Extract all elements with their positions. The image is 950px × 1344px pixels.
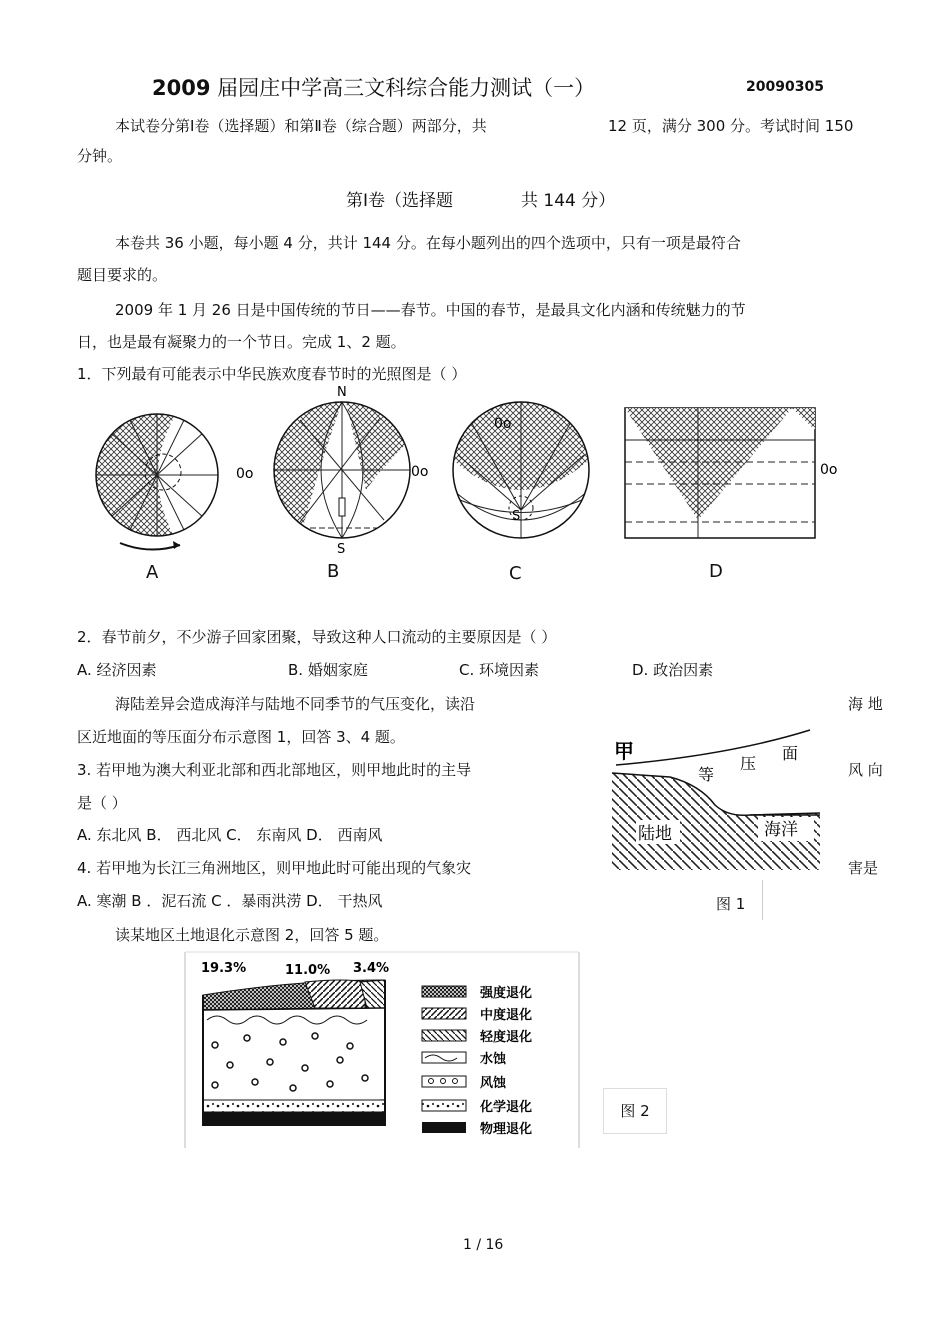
question-3-stem-c: 是（ ） [77, 794, 127, 812]
label-0o-b: 0o [411, 464, 429, 480]
figure-2-caption: 图 2 [603, 1088, 667, 1134]
passage1-line2: 日，也是最有凝聚力的一个节日。完成 1、2 题。 [77, 333, 406, 351]
option-d-label: D [709, 561, 723, 582]
fig1-place-label: 甲 [614, 739, 634, 763]
fig2-legend [422, 985, 532, 1137]
passage1-line1: 2009 年 1 月 26 日是中国传统的节日——春节。中国的春节，是最具文化内涵和传统魅力的节 [115, 301, 746, 319]
diagram-b [274, 385, 428, 557]
section-heading-a: 第Ⅰ卷（选择题 [346, 191, 454, 211]
title-text: 届园庄中学高三文科综合能力测试（一） [217, 76, 596, 100]
legend-item-7: 物理退化 [480, 1122, 533, 1137]
passage2-line2: 区近地面的等压面分布示意图 1，回答 3、4 题。 [77, 728, 405, 746]
question-3-stem-b: 风 向 [848, 761, 883, 779]
intro-line-2: 分钟。 [77, 147, 123, 165]
passage3-line: 读某地区土地退化示意图 2，回答 5 题。 [115, 926, 389, 944]
label-0o-a: 0o [236, 466, 254, 482]
figure-2 [185, 950, 581, 1150]
q3-options: A. 东北风 B． 西北风 C． 东南风 D． 西南风 [77, 826, 383, 844]
exam-code: 20090305 [746, 79, 824, 95]
section-heading-b: 共 144 分） [521, 191, 616, 211]
diagram-c [453, 402, 589, 538]
option-a-label: A [146, 562, 159, 583]
question-2-stem: 2．春节前夕，不少游子回家团聚，导致这种人口流动的主要原因是（ ） [77, 628, 557, 646]
label-0o-d: 0o [820, 462, 838, 478]
q4-options: A. 寒潮 B ．泥石流 C ．暴雨洪涝 D． 干热风 [77, 892, 383, 910]
fig1-isobar-1: 等 [698, 765, 715, 784]
q1-diagrams [0, 380, 950, 600]
page-number: 1 / 16 [463, 1237, 504, 1253]
question-4-stem-b: 害是 [848, 859, 879, 877]
page-title [152, 72, 595, 102]
label-south-c: S [512, 509, 521, 524]
fig1-isobar-3: 面 [782, 744, 799, 763]
figure-1-divider [762, 880, 763, 920]
section-rule-b: 题目要求的。 [77, 266, 168, 284]
legend-item-4: 水蚀 [480, 1052, 507, 1067]
fig2-pct-2: 11.0% [285, 963, 331, 978]
question-4-stem-a: 4. 若甲地为长江三角洲地区，则甲地此时可能出现的气象灾 [77, 859, 472, 877]
figure-1 [610, 725, 840, 875]
legend-item-3: 轻度退化 [480, 1030, 533, 1045]
legend-item-1: 强度退化 [480, 986, 533, 1001]
label-0o-c: 0o [494, 416, 512, 432]
q2-option-d: D. 政治因素 [632, 661, 714, 679]
diagram-a [96, 414, 253, 550]
fig1-ocean-label: 海洋 [764, 820, 798, 840]
q2-option-b: B. 婚姻家庭 [288, 661, 368, 679]
q2-option-c: C. 环境因素 [459, 661, 540, 679]
passage2-line1b: 海 地 [848, 695, 883, 713]
fig2-pct-1: 19.3% [201, 961, 247, 976]
legend-item-5: 风蚀 [480, 1076, 507, 1091]
q2-option-a: A. 经济因素 [77, 661, 157, 679]
diagram-d [625, 408, 837, 538]
question-3-stem-a: 3. 若甲地为澳大利亚北部和西北部地区，则甲地此时的主导 [77, 761, 472, 779]
intro-line-1a: 本试卷分第Ⅰ卷（选择题）和第Ⅱ卷（综合题）两部分，共 [115, 117, 487, 135]
passage2-line1a: 海陆差异会造成海洋与陆地不同季节的气压变化，读沿 [115, 695, 476, 713]
legend-item-2: 中度退化 [480, 1008, 533, 1023]
fig1-isobar-2: 压 [740, 754, 757, 773]
figure-1-caption: 图 1 [716, 895, 746, 913]
label-north: N [337, 385, 347, 400]
section-rule-a: 本卷共 36 小题，每小题 4 分，共计 144 分。在每小题列出的四个选项中，只有一项是最符合 [115, 234, 741, 252]
label-south: S [337, 542, 346, 557]
title-year: 2009 [152, 76, 211, 100]
question-1-stem: 1．下列最有可能表示中华民族欢度春节时的光照图是（ ） [77, 365, 467, 383]
option-b-label: B [327, 561, 340, 582]
fig1-land-label: 陆地 [638, 824, 672, 844]
option-c-label: C [509, 563, 522, 584]
intro-line-1b: 12 页，满分 300 分。考试时间 150 [608, 117, 854, 135]
legend-item-6: 化学退化 [480, 1100, 533, 1115]
fig2-pct-3: 3.4% [353, 961, 390, 976]
